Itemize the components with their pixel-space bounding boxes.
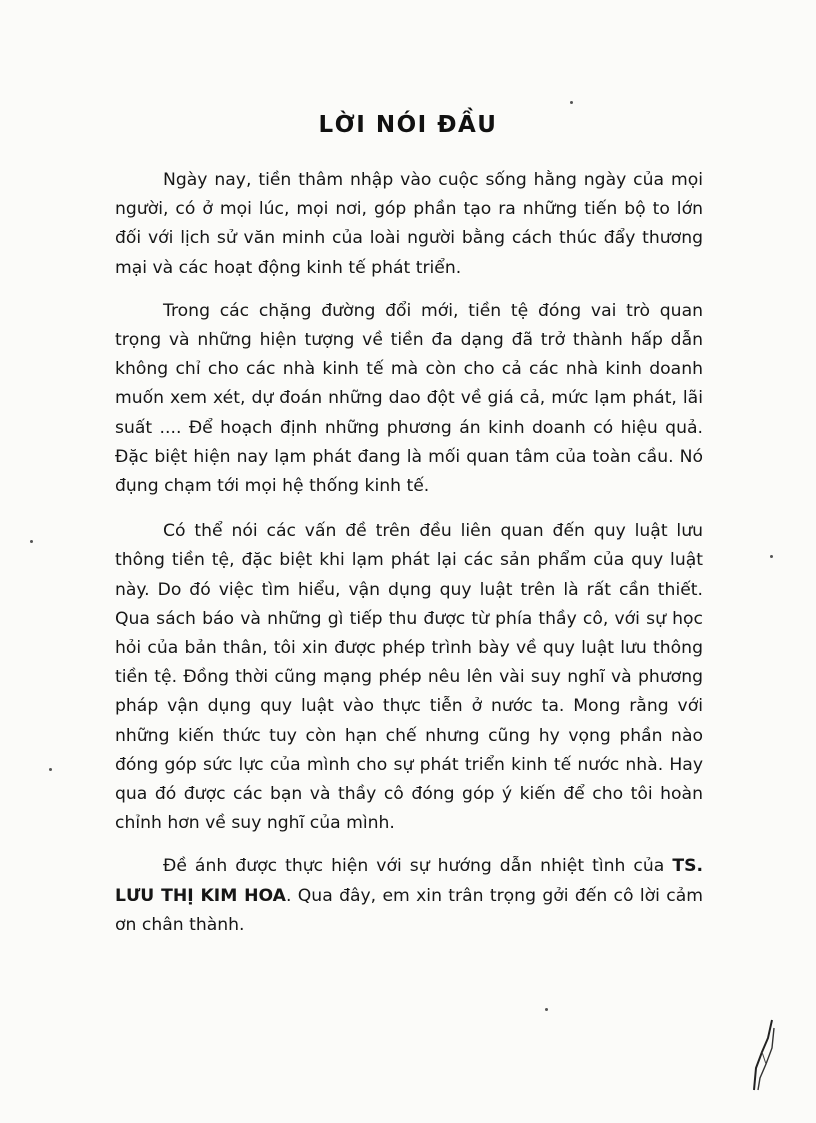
body-text [115, 166, 703, 954]
paragraph-4-before: Đề ánh được thực hiện với sự hướng dẫn nhiệt tình của [163, 856, 673, 877]
page-title: LỜI NÓI ĐẦU [318, 112, 498, 138]
paragraph-1: Ngày nay, tiền thâm nhập vào cuộc sống hằng ngày của mọi người, có ở mọi lúc, mọi nơi, góp phần tạo ra những tiến bộ to lớn đối với lịch sử văn minh của loài người bằng cách thúc đẩy thương mại và các hoạt động kinh tế phát triển. [115, 170, 703, 278]
scan-speck [30, 540, 33, 543]
scan-speck [545, 1008, 548, 1011]
paragraph-4 [115, 852, 703, 940]
paragraph-2: Trong các chặng đường đổi mới, tiền tệ đóng vai trò quan trọng và những hiện tượng về tiền đa dạng đã trở thành hấp dẫn không chỉ cho các nhà kinh tế mà còn cho cả các nhà kinh doanh muốn xem xét, dự đoán những dao đột về giá cả, mức lạm phát, lãi suất .... Để hoạch định những phương án kinh doanh có hiệu quả. Đặc biệt hiện nay lạm phát đang là mối quan tâm của toàn cầu. Nó đụng chạm tới mọi hệ thống kinh tế. [115, 300, 703, 497]
scan-speck [570, 101, 573, 104]
paragraph-3: Có thể nói các vấn đề trên đều liên quan đến quy luật lưu thông tiền tệ, đặc biệt khi lạm phát lại các sản phẩm của quy luật này. Do đó việc tìm hiểu, vận dụng quy luật trên là rất cần thiết. Qua sách báo và những gì tiếp thu được từ phía thầy cô, với sự học hỏi của bản thân, tôi xin được phép trình bày về quy luật lưu thông tiền tệ. Đồng thời cũng mạng phép nêu lên vài suy nghĩ và phương pháp vận dụng quy luật vào thực tiễn ở nước ta. Mong rằng với những kiến thức tuy còn hạn chế nhưng cũng hy vọng phần nào đóng góp sức lực của mình cho sự phát triển kinh tế nước nhà. Hay qua đó được các bạn và thầy cô đóng góp ý kiến để cho tôi hoàn chỉnh hơn về suy nghĩ của mình. [115, 521, 703, 834]
advisor-name: TS. LƯU THỊ KIM HOA [115, 856, 703, 906]
scan-speck [770, 555, 773, 558]
scan-speck [49, 768, 52, 771]
page-edge-mark [748, 1018, 778, 1092]
paragraph-4-after: . Qua đây, em xin trân trọng gởi đến cô lời cảm ơn chân thành. [115, 885, 703, 935]
